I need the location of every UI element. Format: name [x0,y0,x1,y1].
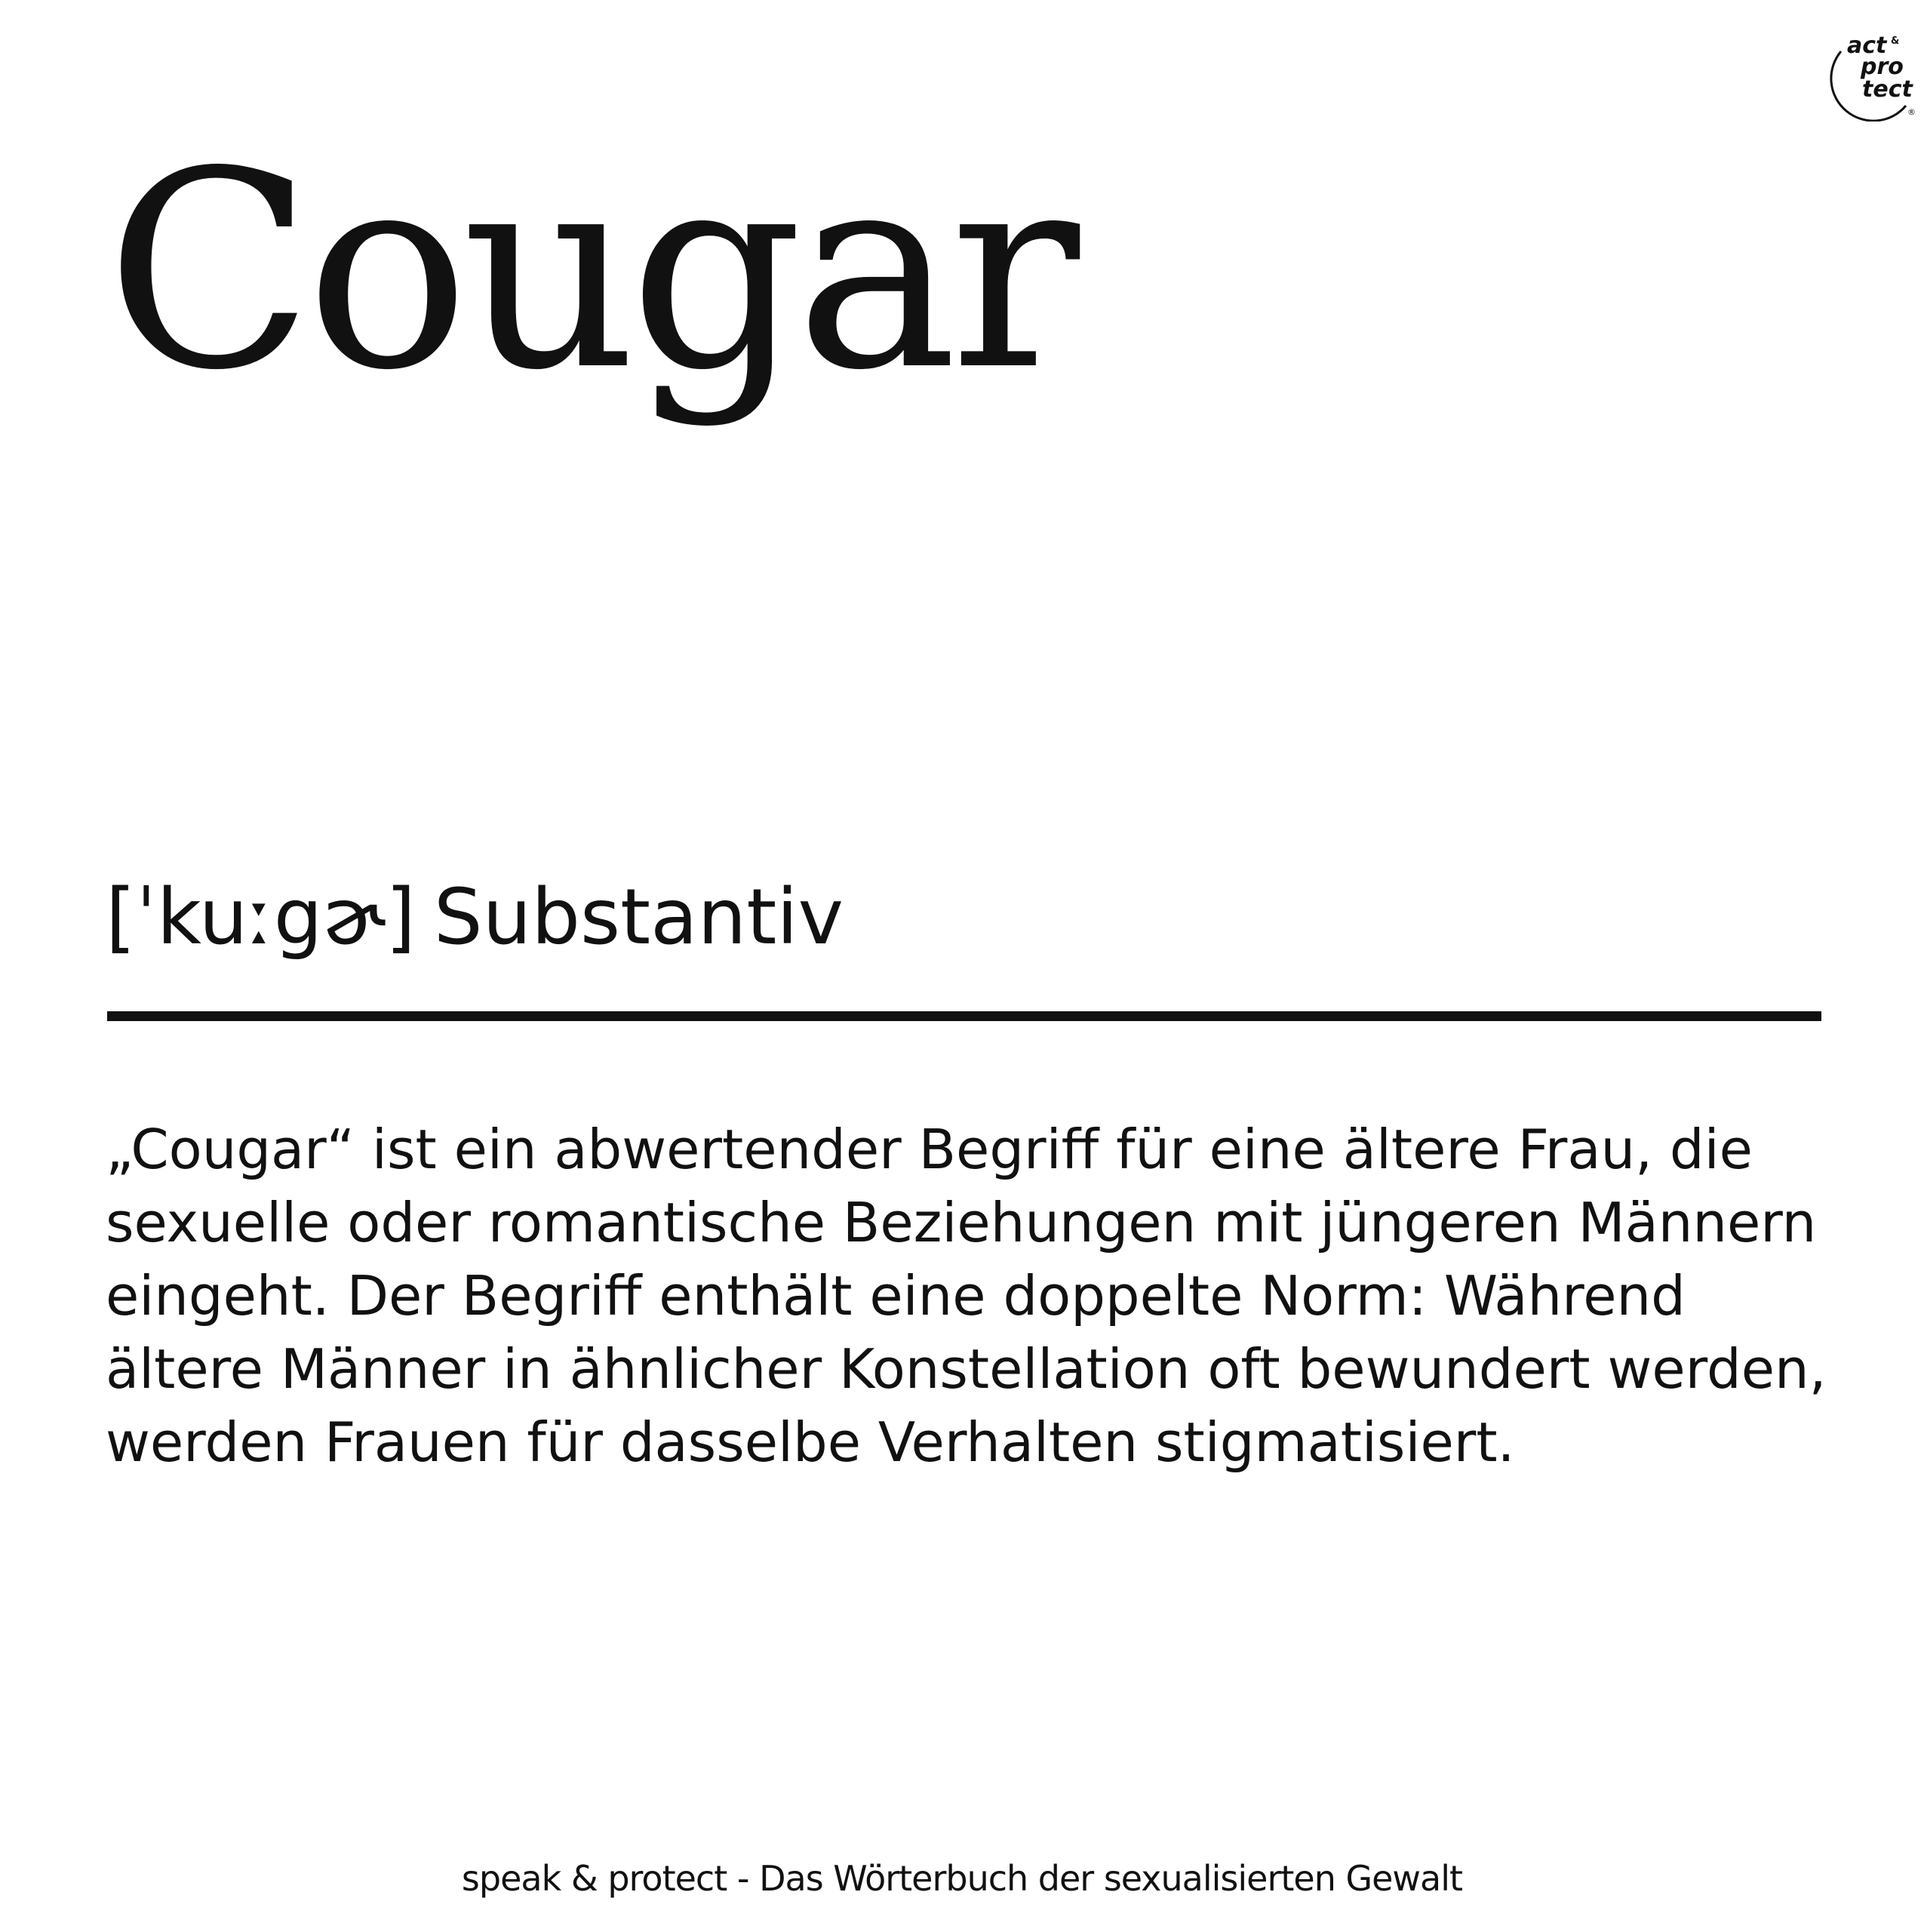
logo-text-ampersand: & [1891,35,1900,47]
logo-text-pro: pro [1861,54,1904,80]
act-and-protect-logo [1818,27,1916,122]
pronunciation: [ˈkuːgɚ] [106,872,416,962]
definition-text: „Cougar“ ist ein abwertender Begriff für eine ältere Frau, die sexuelle oder romantische Beziehungen mit jüngeren Männern eingeht. Der Begriff enthält eine doppelte Norm: Während ältere Männer in ähnlicher Konstellation oft bewundert werden, werden Frauen für dasselbe Verhalten stigmatisiert. [106,1118,1827,1474]
logo-text-tect: tect [1862,76,1913,103]
logo-registered-mark: ® [1907,107,1916,117]
headword: Cougar [106,113,1073,429]
logo-text-act: act [1847,32,1887,59]
pronunciation-line [106,872,844,962]
divider [107,1011,1821,1021]
part-of-speech: Substantiv [433,872,844,962]
footer-caption: speak & protect - Das Wörterbuch der sexualisierten Gewalt [461,1858,1463,1899]
logo-graphic [1818,27,1916,122]
